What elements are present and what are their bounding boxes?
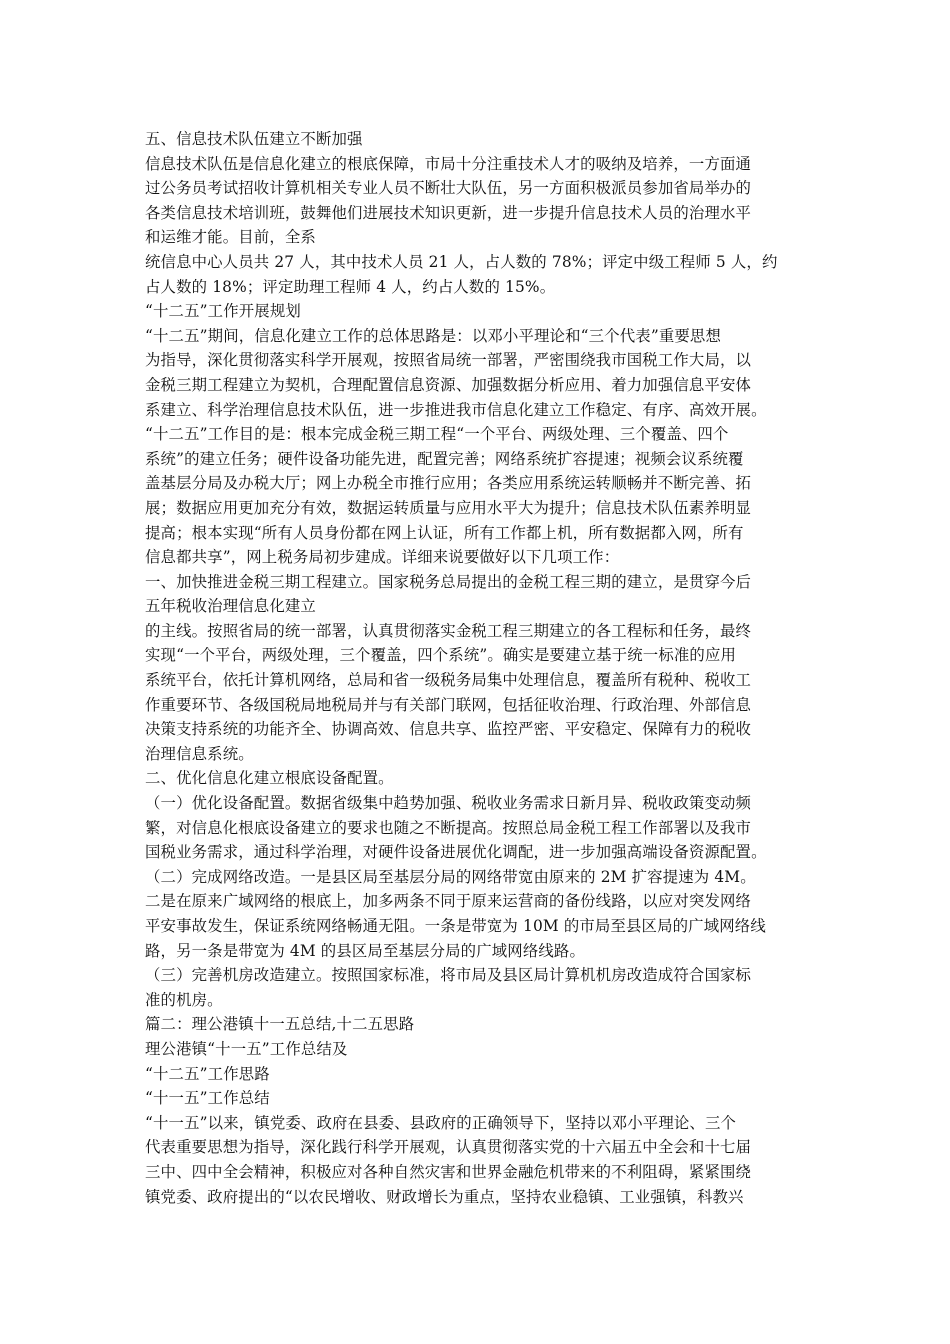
text-line: 系统”的建立任务；硬件设备功能先进，配置完善；网络系统扩容提速；视频会议系统覆 [145, 449, 744, 468]
text-line: 镇党委、政府提出的“以农民增收、财政增长为重点，坚持农业稳镇、工业强镇，科教兴 [145, 1187, 744, 1206]
text-line: 代表重要思想为指导，深化践行科学开展观，认真贯彻落实党的十六届五中全会和十七届 [145, 1138, 752, 1157]
text-line: 的主线。按照省局的统一部署，认真贯彻落实金税工程三期建立的各工程标和任务，最终 [145, 621, 752, 640]
text-line: 信息技术队伍是信息化建立的根底保障，市局十分注重技术人才的吸纳及培养，一方面通 [145, 154, 752, 173]
text-line: 占人数的 18%；评定助理工程师 4 人，约占人数的 15%。 [145, 277, 556, 296]
text-line: 展；数据应用更加充分有效，数据运转质量与应用水平大为提升；信息技术队伍素养明显 [145, 498, 752, 517]
text-line: 实现“一个平台，两级处理，三个覆盖，四个系统”。确实是要建立基于统一标准的应用 [145, 646, 737, 665]
text-line: 二是在原来广域网络的根底上，加多两条不同于原来运营商的备份线路，以应对突发网络 [145, 892, 752, 911]
text-line: 治理信息系统。 [145, 744, 254, 763]
text-line: “十二五”工作目的是：根本完成金税三期工程“一个平台、两级处理、三个覆盖、四个 [145, 425, 729, 444]
text-line: “十二五”期间，信息化建立工作的总体思路是：以邓小平理论和“三个代表”重要思想 [145, 326, 721, 345]
text-line: 五年税收治理信息化建立 [145, 597, 316, 616]
text-line: 三中、四中全会精神，积极应对各种自然灾害和世界金融危机带来的不利阻碍，紧紧围绕 [145, 1162, 752, 1181]
text-line: 统信息中心人员共 27 人，其中技术人员 21 人，占人数的 78%；评定中级工程师 5 人，约 [145, 252, 778, 271]
text-line: 信息都共享”，网上税务局初步建成。详细来说要做好以下几项工作： [145, 548, 620, 567]
text-line: 金税三期工程建立为契机，合理配置信息资源、加强数据分析应用、着力加强信息平安体 [145, 375, 752, 394]
text-line: 准的机房。 [145, 990, 223, 1009]
text-line: 决策支持系统的功能齐全、协调高效、信息共享、监控严密、平安稳定、保障有力的税收 [145, 720, 752, 739]
text-line: 五、信息技术队伍建立不断加强 [145, 130, 363, 148]
text-line: 作重要环节、各级国税局地税局并与有关部门联网，包括征收治理、行政治理、外部信息 [145, 695, 752, 714]
text-line: 二、优化信息化建立根底设备配置。 [145, 769, 394, 788]
text-line: “十一五”工作总结 [145, 1089, 270, 1108]
text-line: 为指导，深化贯彻落实科学开展观，按照省局统一部署，严密围绕我市国税工作大局，以 [145, 351, 752, 370]
text-line: 繁，对信息化根底设备建立的要求也随之不断提高。按照总局金税工程工作部署以及我市 [145, 818, 752, 837]
text-line: （一）优化设备配置。数据省级集中趋势加强、税收业务需求日新月异、税收政策变动频 [145, 794, 752, 813]
text-line: 和运维才能。目前，全系 [145, 228, 316, 247]
text-line: 平安事故发生，保证系统网络畅通无阻。一条是带宽为 10M 的市局至县区局的广域网络线 [145, 917, 766, 935]
text-line: 系建立、科学治理信息技术队伍，进一步推进我市信息化建立工作稳定、有序、高效开展。 [145, 400, 767, 419]
text-line: 一、加快推进金税三期工程建立。国家税务总局提出的金税工程三期的建立，是贯穿今后 [145, 572, 752, 591]
text-line: 提高；根本实现“所有人员身份都在网上认证，所有工作都上机，所有数据都入网，所有 [145, 523, 744, 542]
text-line: （二）完成网络改造。一是县区局至基层分局的网络带宽由原来的 2M 扩容提速为 4M。 [145, 867, 756, 886]
text-line: （三）完善机房改造建立。按照国家标准，将市局及县区局计算机机房改造成符合国家标 [145, 966, 752, 985]
text-line: 各类信息技术培训班，鼓舞他们进展技术知识更新，进一步提升信息技术人员的治理水平 [145, 203, 752, 222]
document-body [145, 127, 810, 1209]
text-line: 路，另一条是带宽为 4M 的县区局至基层分局的广域网络线路。 [145, 941, 585, 960]
text-line: 理公港镇“十一五”工作总结及 [145, 1039, 348, 1058]
text-line: 篇二：理公港镇十一五总结,十二五思路 [145, 1015, 415, 1034]
text-line: 过公务员考试招收计算机相关专业人员不断壮大队伍，另一方面积极派员参加省局举办的 [145, 179, 752, 198]
text-line: “十二五”工作思路 [145, 1064, 270, 1083]
text-line: “十一五”以来，镇党委、政府在县委、县政府的正确领导下，坚持以邓小平理论、三个 [145, 1113, 737, 1132]
text-line: 国税业务需求，通过科学治理，对硬件设备进展优化调配，进一步加强高端设备资源配置。 [145, 843, 767, 862]
text-line: 系统平台，依托计算机网络，总局和省一级税务局集中处理信息，覆盖所有税种、税收工 [145, 671, 752, 690]
text-line: 盖基层分局及办税大厅；网上办税全市推行应用；各类应用系统运转顺畅并不断完善、拓 [145, 474, 752, 493]
text-line: “十二五”工作开展规划 [145, 302, 301, 321]
